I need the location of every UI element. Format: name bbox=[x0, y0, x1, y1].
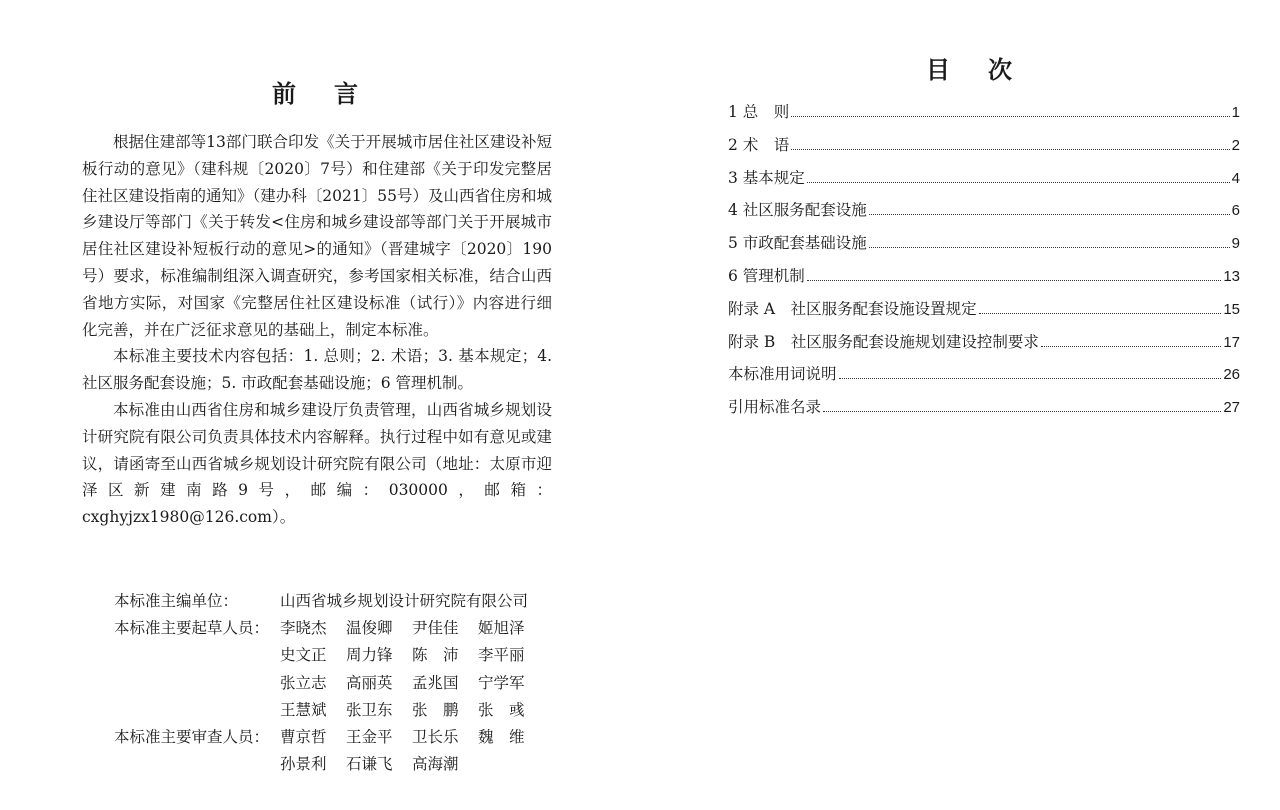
toc-entry-label: 引用标准名录 bbox=[728, 398, 822, 417]
toc-entry-page: 26 bbox=[1223, 366, 1240, 384]
drafter-name: 张 鹏 bbox=[412, 700, 459, 719]
toc-entry[interactable] bbox=[728, 298, 1240, 331]
toc-list bbox=[728, 101, 1240, 429]
toc-entry[interactable] bbox=[728, 396, 1240, 429]
toc-entry[interactable] bbox=[728, 265, 1240, 298]
toc-page bbox=[640, 0, 1280, 810]
drafters-row bbox=[114, 697, 544, 724]
drafter-name: 李平丽 bbox=[478, 646, 525, 665]
drafters-row bbox=[114, 615, 544, 642]
toc-title-char-2: 次 bbox=[988, 55, 1012, 84]
toc-entry-page: 15 bbox=[1223, 300, 1240, 318]
drafters-names bbox=[280, 642, 544, 669]
editor-unit: 山西省城乡规划设计研究院有限公司 bbox=[280, 592, 529, 610]
drafters-names bbox=[280, 615, 544, 642]
reviewers-row bbox=[114, 751, 544, 778]
editor-role-label: 本标准主编单位： bbox=[114, 592, 239, 610]
drafter-name: 姬旭泽 bbox=[478, 619, 525, 638]
preface-title bbox=[272, 74, 358, 109]
toc-entry-label: 4 社区服务配套设施 bbox=[728, 201, 867, 220]
preface-paragraph-1: 根据住建部等13部门联合印发《关于开展城市居住社区建设补短板行动的意见》（建科规〔2020〕7号）和住建部《关于印发完整居住社区建设指南的通知》（建办科〔2021〕55号）及山西省住房和城乡建设厅等部门《关于转发<住房和城乡建设部等部门关于开展城市居住社区建设补短板行动的意见>的通知》（晋建城字〔2020〕190号）要求，标准编制组深入调查研究，参考国家相关标准，结合山西省地方实际，对国家《完整居住社区建设标准（试行）》内容进行细化完善，并在广泛征求意见的基础上，制定本标准。 bbox=[82, 133, 552, 339]
toc-leader-dots bbox=[839, 378, 1222, 379]
drafter-name: 温俊卿 bbox=[346, 619, 393, 638]
toc-entry[interactable] bbox=[728, 167, 1240, 200]
toc-leader-dots bbox=[791, 116, 1229, 117]
toc-leader-dots bbox=[823, 411, 1221, 412]
reviewer-name: 石谦飞 bbox=[346, 755, 393, 774]
toc-leader-dots bbox=[807, 182, 1230, 183]
toc-entry-label: 6 管理机制 bbox=[728, 266, 805, 285]
toc-entry-page: 2 bbox=[1231, 136, 1240, 154]
toc-entry-label: 附录 A 社区服务配套设施设置规定 bbox=[728, 299, 977, 318]
preface-paragraph-2: 本标准主要技术内容包括：1. 总则；2. 术语；3. 基本规定；4. 社区服务配套设施；5. 市政配套基础设施；6 管理机制。 bbox=[82, 347, 552, 393]
drafter-name: 张卫东 bbox=[346, 700, 393, 719]
drafter-name: 尹佳佳 bbox=[412, 619, 459, 638]
reviewers-names bbox=[280, 724, 544, 751]
toc-entry[interactable] bbox=[728, 232, 1240, 265]
toc-leader-dots bbox=[979, 313, 1222, 314]
reviewers-names bbox=[280, 751, 478, 778]
reviewer-name: 高海潮 bbox=[412, 755, 459, 774]
toc-entry-label: 本标准用词说明 bbox=[728, 365, 837, 384]
toc-entry[interactable] bbox=[728, 101, 1240, 134]
toc-leader-dots bbox=[1041, 346, 1221, 347]
toc-entry-label: 1 总 则 bbox=[728, 103, 790, 121]
reviewers-role-label: 本标准主要审查人员： bbox=[114, 728, 270, 747]
reviewer-name: 王金平 bbox=[346, 728, 393, 747]
drafter-name: 张立志 bbox=[280, 673, 327, 692]
toc-entry-page: 4 bbox=[1231, 169, 1240, 187]
toc-entry[interactable] bbox=[728, 199, 1240, 232]
toc-entry-page: 9 bbox=[1231, 235, 1240, 253]
drafters-names bbox=[280, 670, 544, 697]
drafters-row bbox=[114, 642, 544, 669]
drafter-name: 史文正 bbox=[280, 646, 327, 665]
toc-leader-dots bbox=[869, 214, 1230, 215]
toc-leader-dots bbox=[791, 149, 1229, 150]
toc-entry-page: 27 bbox=[1223, 399, 1240, 417]
preface-paragraph-3: 本标准由山西省住房和城乡建设厅负责管理，山西省城乡规划设计研究院有限公司负责具体技术内容解释。执行过程中如有意见或建议，请函寄至山西省城乡规划设计研究院有限公司（地址：太原市迎泽区新建南路9号，邮编：030000，邮箱：cxghyjzx1980@126.com）。 bbox=[82, 400, 552, 527]
reviewer-name: 魏 维 bbox=[478, 728, 525, 747]
committee-list bbox=[114, 588, 544, 778]
toc-entry-page: 6 bbox=[1231, 202, 1240, 220]
reviewers-row bbox=[114, 724, 544, 751]
drafter-name: 孟兆国 bbox=[412, 673, 459, 692]
toc-entry[interactable] bbox=[728, 134, 1240, 167]
reviewer-name: 孙景利 bbox=[280, 755, 327, 774]
preface-title-char-1: 前 bbox=[272, 79, 296, 108]
toc-entry-label: 5 市政配套基础设施 bbox=[728, 234, 867, 253]
preface-title-char-2: 言 bbox=[334, 79, 358, 108]
drafter-name: 宁学军 bbox=[478, 673, 525, 692]
drafter-name: 王慧斌 bbox=[280, 700, 327, 719]
toc-entry-page: 13 bbox=[1223, 267, 1240, 285]
toc-leader-dots bbox=[869, 247, 1230, 248]
drafter-name: 周力锋 bbox=[346, 646, 393, 665]
drafter-name: 张 彧 bbox=[478, 700, 525, 719]
preface-body bbox=[82, 129, 552, 531]
drafter-name: 高丽英 bbox=[346, 673, 393, 692]
drafter-name: 陈 沛 bbox=[412, 646, 459, 665]
reviewer-name: 卫长乐 bbox=[412, 728, 459, 747]
toc-entry-label: 附录 B 社区服务配套设施规划建设控制要求 bbox=[728, 332, 1039, 351]
toc-entry-page: 1 bbox=[1231, 104, 1240, 121]
toc-entry[interactable] bbox=[728, 363, 1240, 396]
editor-row bbox=[114, 588, 544, 615]
drafters-names bbox=[280, 697, 544, 724]
toc-title bbox=[926, 50, 1012, 85]
toc-entry-label: 3 基本规定 bbox=[728, 168, 805, 187]
toc-title-char-1: 目 bbox=[926, 55, 950, 84]
toc-entry[interactable] bbox=[728, 331, 1240, 364]
toc-entry-page: 17 bbox=[1223, 333, 1240, 351]
drafters-role-label: 本标准主要起草人员： bbox=[114, 619, 270, 638]
drafters-row bbox=[114, 670, 544, 697]
toc-entry-label: 2 术 语 bbox=[728, 135, 790, 154]
toc-leader-dots bbox=[807, 280, 1222, 281]
reviewer-name: 曹京哲 bbox=[280, 728, 327, 747]
drafter-name: 李晓杰 bbox=[280, 619, 327, 638]
